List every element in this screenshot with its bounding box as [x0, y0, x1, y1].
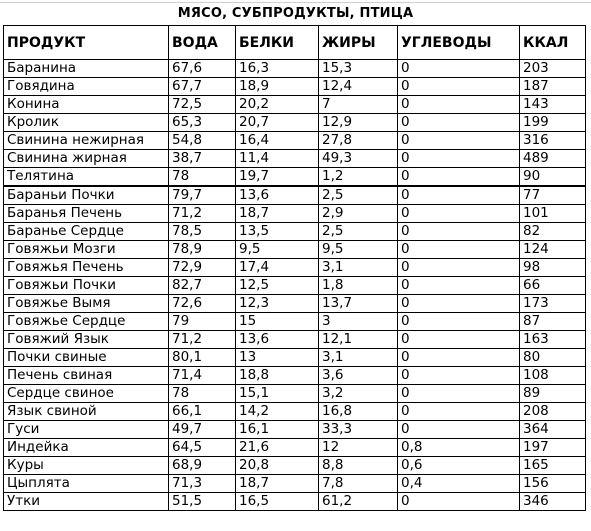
carbs-cell: 0 [398, 259, 520, 277]
product-cell: Говядина [4, 78, 169, 96]
protein-cell: 9,5 [236, 241, 319, 259]
kcal-cell: 197 [520, 439, 586, 457]
kcal-cell: 80 [520, 349, 586, 367]
carbs-cell: 0 [398, 313, 520, 331]
fat-cell: 49,3 [319, 150, 398, 168]
water-cell: 80,1 [169, 349, 236, 367]
table-row [4, 186, 586, 205]
table-header-row [4, 26, 586, 60]
kcal-cell: 173 [520, 295, 586, 313]
product-cell: Говяжье Вымя [4, 295, 169, 313]
carbs-cell: 0 [398, 223, 520, 241]
water-cell: 71,4 [169, 367, 236, 385]
water-cell: 72,6 [169, 295, 236, 313]
water-cell: 66,1 [169, 403, 236, 421]
carbs-cell: 0 [398, 403, 520, 421]
carbs-cell: 0 [398, 295, 520, 313]
fat-cell: 3 [319, 313, 398, 331]
table-row [4, 150, 586, 168]
kcal-cell: 163 [520, 331, 586, 349]
water-cell: 68,9 [169, 457, 236, 475]
product-cell: Индейка [4, 439, 169, 457]
carbs-cell: 0 [398, 367, 520, 385]
water-cell: 54,8 [169, 132, 236, 150]
water-cell: 78 [169, 385, 236, 403]
product-cell: Утки [4, 493, 169, 511]
carbs-cell: 0 [398, 421, 520, 439]
kcal-cell: 90 [520, 168, 586, 187]
table-row [4, 349, 586, 367]
protein-cell: 13 [236, 349, 319, 367]
product-cell: Свинина нежирная [4, 132, 169, 150]
fat-cell: 1,8 [319, 277, 398, 295]
kcal-cell: 187 [520, 78, 586, 96]
carbs-cell: 0 [398, 168, 520, 187]
protein-cell: 16,1 [236, 421, 319, 439]
column-header-product: ПРОДУКТ [4, 26, 169, 60]
kcal-cell: 89 [520, 385, 586, 403]
carbs-cell: 0,8 [398, 439, 520, 457]
fat-cell: 13,7 [319, 295, 398, 313]
water-cell: 72,5 [169, 96, 236, 114]
water-cell: 38,7 [169, 150, 236, 168]
protein-cell: 16,3 [236, 60, 319, 78]
fat-cell: 16,8 [319, 403, 398, 421]
fat-cell: 61,2 [319, 493, 398, 511]
kcal-cell: 156 [520, 475, 586, 493]
kcal-cell: 364 [520, 421, 586, 439]
table-row [4, 259, 586, 277]
water-cell: 79 [169, 313, 236, 331]
carbs-cell: 0 [398, 78, 520, 96]
water-cell: 64,5 [169, 439, 236, 457]
fat-cell: 8,8 [319, 457, 398, 475]
protein-cell: 18,7 [236, 205, 319, 223]
protein-cell: 19,7 [236, 168, 319, 187]
protein-cell: 17,4 [236, 259, 319, 277]
fat-cell: 2,5 [319, 186, 398, 205]
carbs-cell: 0 [398, 96, 520, 114]
kcal-cell: 489 [520, 150, 586, 168]
protein-cell: 15,1 [236, 385, 319, 403]
product-cell: Кролик [4, 114, 169, 132]
kcal-cell: 82 [520, 223, 586, 241]
table-row [4, 475, 586, 493]
protein-cell: 16,4 [236, 132, 319, 150]
kcal-cell: 165 [520, 457, 586, 475]
water-cell: 72,9 [169, 259, 236, 277]
table-row [4, 367, 586, 385]
column-header-fat: ЖИРЫ [319, 26, 398, 60]
kcal-cell: 108 [520, 367, 586, 385]
water-cell: 51,5 [169, 493, 236, 511]
kcal-cell: 199 [520, 114, 586, 132]
water-cell: 49,7 [169, 421, 236, 439]
column-header-protein: БЕЛКИ [236, 26, 319, 60]
protein-cell: 13,6 [236, 186, 319, 205]
table-row [4, 96, 586, 114]
fat-cell: 12,9 [319, 114, 398, 132]
carbs-cell: 0 [398, 150, 520, 168]
table-row [4, 313, 586, 331]
table-row [4, 295, 586, 313]
protein-cell: 11,4 [236, 150, 319, 168]
kcal-cell: 87 [520, 313, 586, 331]
fat-cell: 2,9 [319, 205, 398, 223]
fat-cell: 9,5 [319, 241, 398, 259]
cropped-previous-section [0, 0, 591, 3]
carbs-cell: 0 [398, 349, 520, 367]
water-cell: 82,7 [169, 277, 236, 295]
protein-cell: 20,2 [236, 96, 319, 114]
carbs-cell: 0 [398, 186, 520, 205]
protein-cell: 14,2 [236, 403, 319, 421]
table-row [4, 168, 586, 187]
fat-cell: 12 [319, 439, 398, 457]
protein-cell: 12,5 [236, 277, 319, 295]
kcal-cell: 203 [520, 60, 586, 78]
kcal-cell: 124 [520, 241, 586, 259]
fat-cell: 15,3 [319, 60, 398, 78]
table-row [4, 114, 586, 132]
kcal-cell: 208 [520, 403, 586, 421]
carbs-cell: 0,4 [398, 475, 520, 493]
water-cell: 65,3 [169, 114, 236, 132]
product-cell: Баранья Печень [4, 205, 169, 223]
carbs-cell: 0 [398, 331, 520, 349]
kcal-cell: 66 [520, 277, 586, 295]
carbs-cell: 0 [398, 205, 520, 223]
water-cell: 79,7 [169, 186, 236, 205]
column-header-kcal: ККАЛ [520, 26, 586, 60]
carbs-cell: 0 [398, 277, 520, 295]
product-cell: Куры [4, 457, 169, 475]
kcal-cell: 101 [520, 205, 586, 223]
table-row [4, 439, 586, 457]
product-cell: Говяжьи Мозги [4, 241, 169, 259]
product-cell: Свинина жирная [4, 150, 169, 168]
table-row [4, 331, 586, 349]
protein-cell: 20,8 [236, 457, 319, 475]
carbs-cell: 0 [398, 385, 520, 403]
table-row [4, 205, 586, 223]
kcal-cell: 316 [520, 132, 586, 150]
table-row [4, 385, 586, 403]
water-cell: 78 [169, 168, 236, 187]
carbs-cell: 0,6 [398, 457, 520, 475]
table-body [4, 60, 586, 511]
table-row [4, 457, 586, 475]
product-cell: Бараньи Почки [4, 186, 169, 205]
column-header-carbs: УГЛЕВОДЫ [398, 26, 520, 60]
table-row [4, 60, 586, 78]
protein-cell: 15 [236, 313, 319, 331]
product-cell: Гуси [4, 421, 169, 439]
water-cell: 67,7 [169, 78, 236, 96]
fat-cell: 12,1 [319, 331, 398, 349]
fat-cell: 33,3 [319, 421, 398, 439]
protein-cell: 12,3 [236, 295, 319, 313]
product-cell: Печень свиная [4, 367, 169, 385]
kcal-cell: 143 [520, 96, 586, 114]
product-cell: Цыплята [4, 475, 169, 493]
water-cell: 71,2 [169, 205, 236, 223]
table-row [4, 78, 586, 96]
protein-cell: 18,9 [236, 78, 319, 96]
table-row [4, 132, 586, 150]
table-row [4, 421, 586, 439]
product-cell: Говяжье Сердце [4, 313, 169, 331]
table-row [4, 277, 586, 295]
protein-cell: 18,8 [236, 367, 319, 385]
table-title: МЯСО, СУБПРОДУКТЫ, ПТИЦА [177, 6, 414, 21]
protein-cell: 13,5 [236, 223, 319, 241]
carbs-cell: 0 [398, 60, 520, 78]
table-row [4, 493, 586, 511]
table-row [4, 241, 586, 259]
carbs-cell: 0 [398, 114, 520, 132]
carbs-cell: 0 [398, 132, 520, 150]
product-cell: Сердце свиное [4, 385, 169, 403]
protein-cell: 21,6 [236, 439, 319, 457]
kcal-cell: 346 [520, 493, 586, 511]
product-cell: Баранина [4, 60, 169, 78]
fat-cell: 3,6 [319, 367, 398, 385]
protein-cell: 20,7 [236, 114, 319, 132]
product-cell: Говяжий Язык [4, 331, 169, 349]
table-row [4, 403, 586, 421]
fat-cell: 3,1 [319, 259, 398, 277]
water-cell: 78,9 [169, 241, 236, 259]
product-cell: Конина [4, 96, 169, 114]
nutrition-table [3, 25, 586, 511]
fat-cell: 7,8 [319, 475, 398, 493]
fat-cell: 27,8 [319, 132, 398, 150]
kcal-cell: 98 [520, 259, 586, 277]
fat-cell: 1,2 [319, 168, 398, 187]
product-cell: Говяжьи Почки [4, 277, 169, 295]
protein-cell: 18,7 [236, 475, 319, 493]
fat-cell: 7 [319, 96, 398, 114]
product-cell: Почки свиные [4, 349, 169, 367]
fat-cell: 3,2 [319, 385, 398, 403]
kcal-cell: 77 [520, 186, 586, 205]
product-cell: Баранье Сердце [4, 223, 169, 241]
water-cell: 78,5 [169, 223, 236, 241]
water-cell: 71,3 [169, 475, 236, 493]
product-cell: Телятина [4, 168, 169, 187]
protein-cell: 13,6 [236, 331, 319, 349]
protein-cell: 16,5 [236, 493, 319, 511]
fat-cell: 12,4 [319, 78, 398, 96]
column-header-water: ВОДА [169, 26, 236, 60]
table-row [4, 223, 586, 241]
fat-cell: 2,5 [319, 223, 398, 241]
water-cell: 71,2 [169, 331, 236, 349]
product-cell: Говяжья Печень [4, 259, 169, 277]
carbs-cell: 0 [398, 493, 520, 511]
carbs-cell: 0 [398, 241, 520, 259]
product-cell: Язык свиной [4, 403, 169, 421]
fat-cell: 3,1 [319, 349, 398, 367]
water-cell: 67,6 [169, 60, 236, 78]
